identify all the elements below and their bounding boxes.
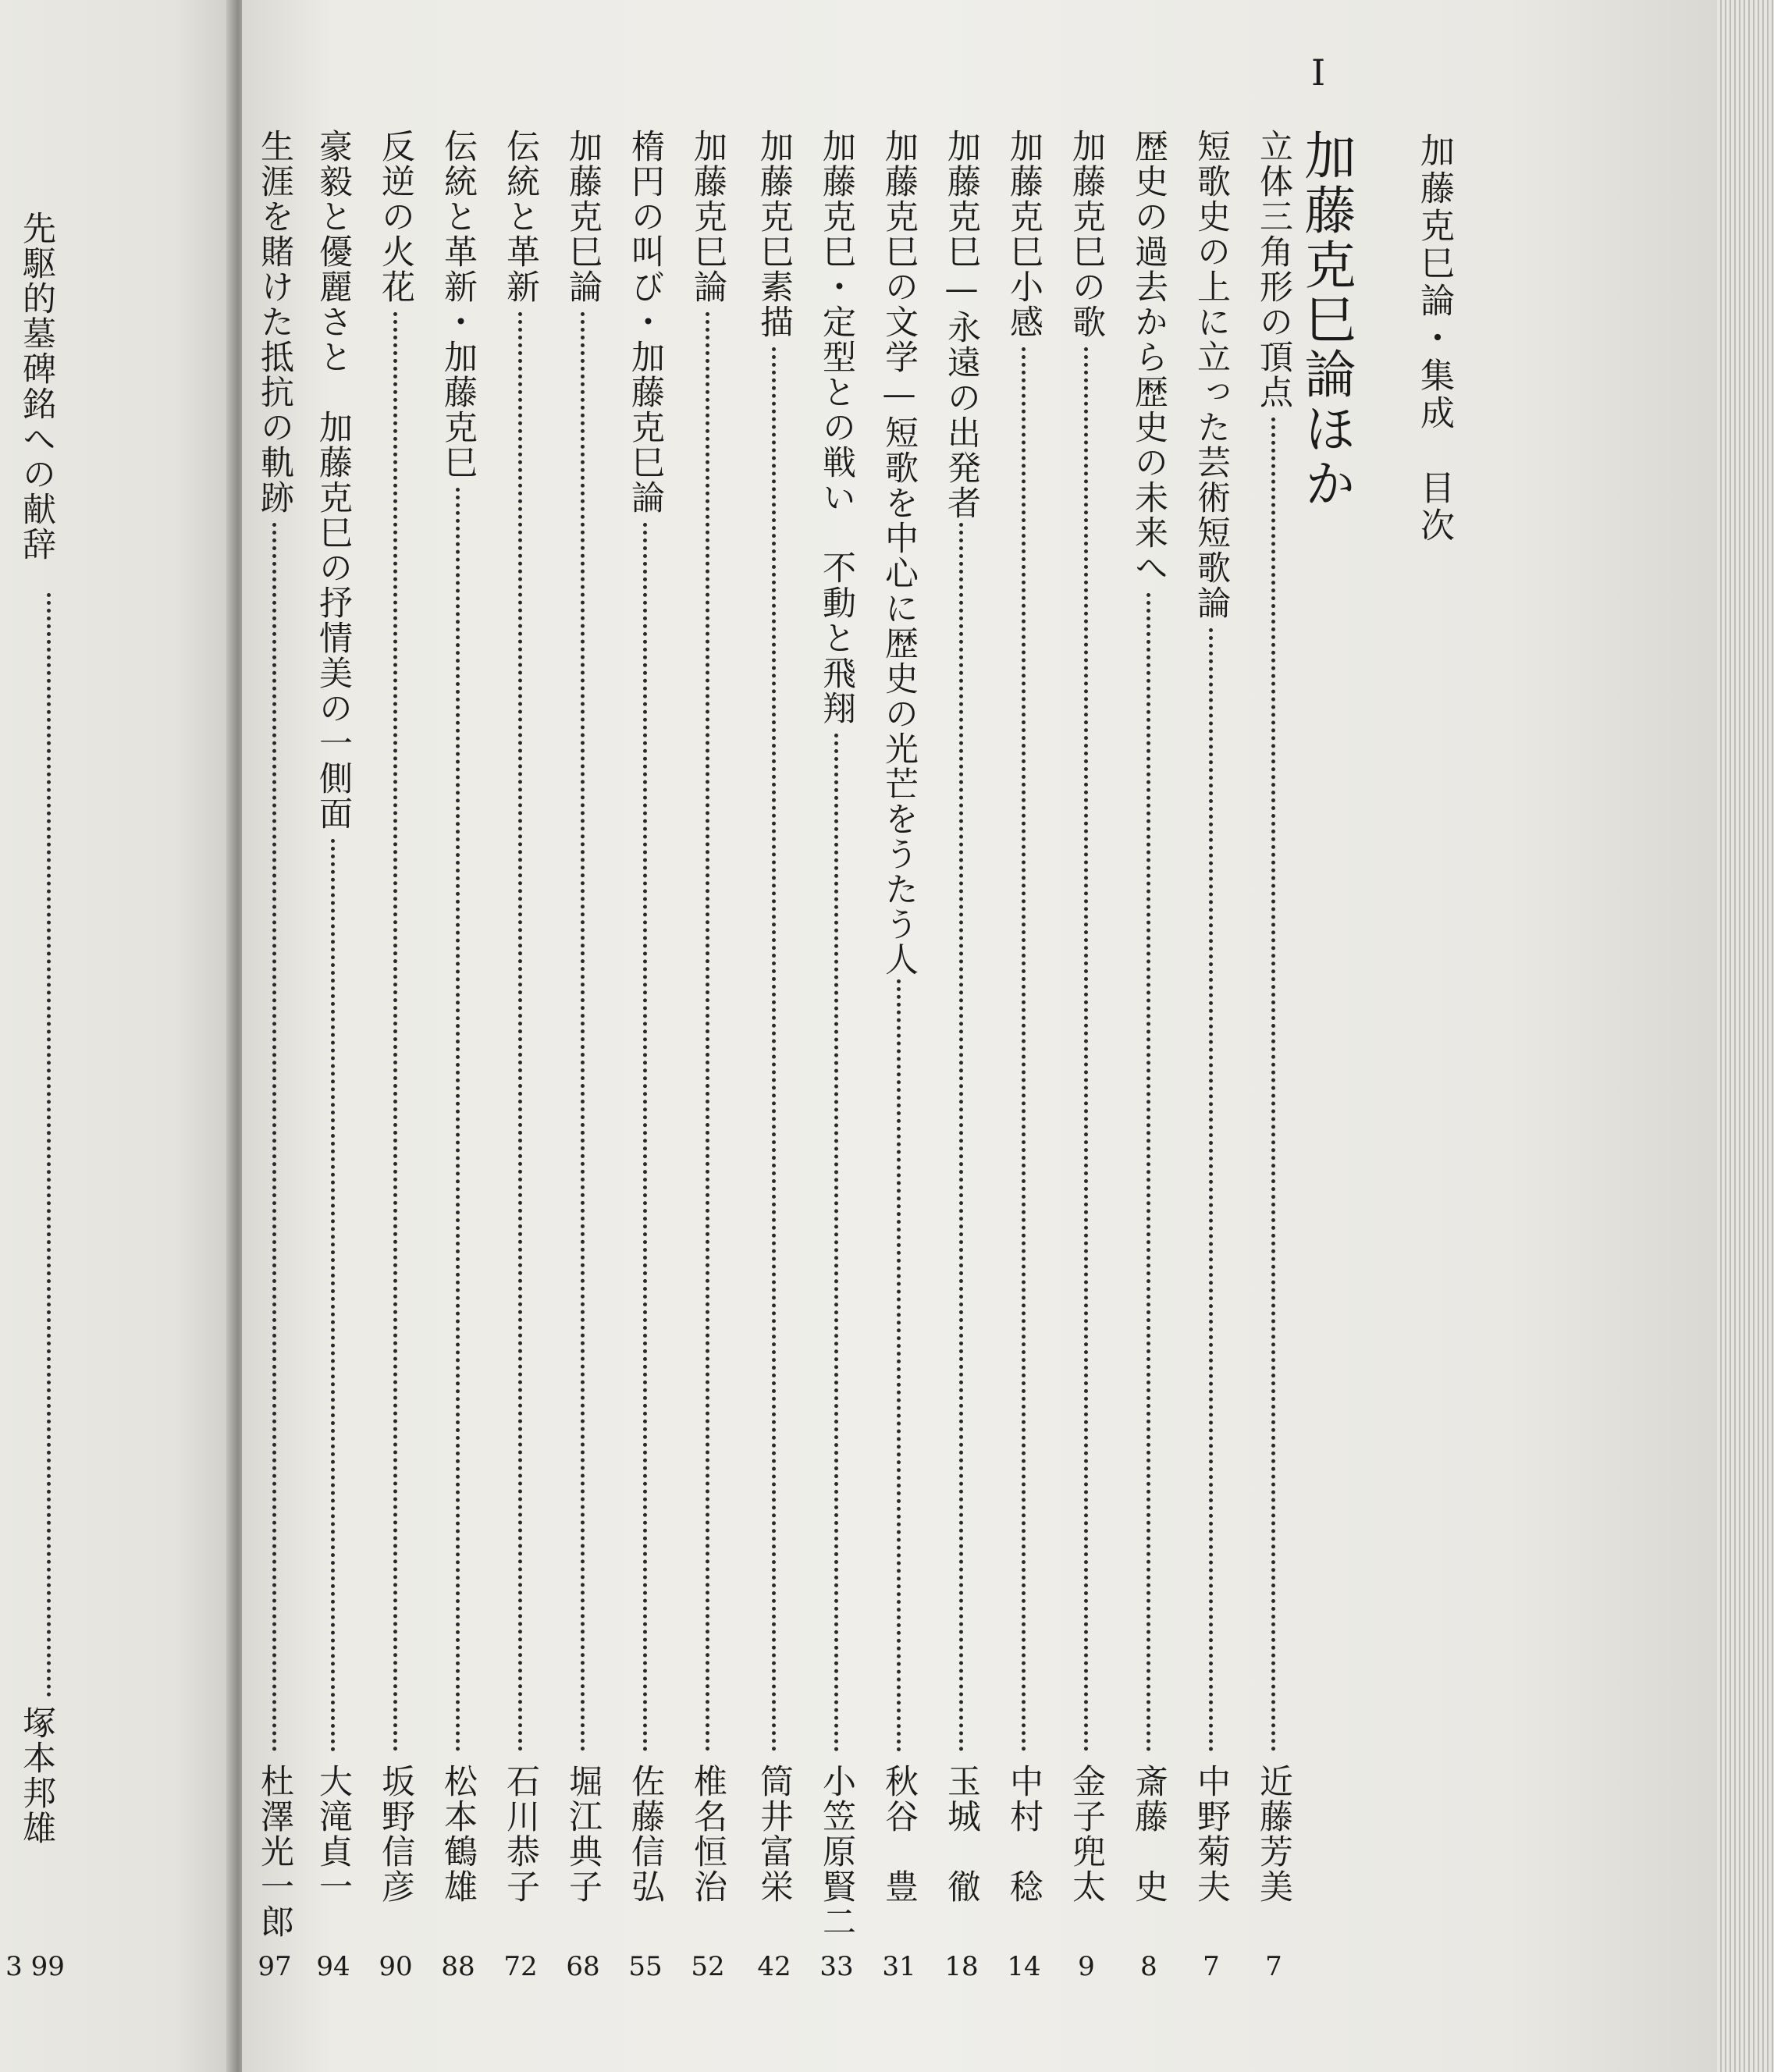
- toc-entry-page: 94: [316, 1951, 350, 1982]
- leader-dots: [1209, 628, 1213, 1752]
- toc-entry-page: 68: [566, 1951, 600, 1982]
- toc-entry-author: 玉城 徹: [942, 1764, 981, 1904]
- toc-entry-title: 加藤克巳—永遠の出発者: [942, 129, 981, 521]
- toc-entry-page: 7: [1265, 1951, 1282, 1982]
- toc-entry-page: 52: [691, 1951, 725, 1982]
- toc-entry-title: 反逆の火花: [376, 129, 415, 304]
- leader-dots: [47, 593, 51, 1697]
- page-edges: [1717, 0, 1774, 2072]
- toc-entry-page: 90: [379, 1951, 413, 1982]
- leader-dots: [643, 523, 647, 1752]
- toc-entry-author: 大滝貞一: [314, 1764, 353, 1904]
- toc-entry-author: 佐藤信弘: [626, 1764, 665, 1904]
- leader-dots: [1147, 593, 1150, 1752]
- toc-entry-author: 椎名恒治: [688, 1764, 727, 1904]
- left-entry-page: 3 99: [5, 1951, 65, 1982]
- toc-entry-author: 小笠原賢二: [817, 1764, 856, 1939]
- toc-entry-title: 伝統と革新・加藤克巳: [439, 129, 478, 480]
- leader-dots: [456, 488, 460, 1752]
- section-numeral: I: [1311, 52, 1326, 94]
- toc-entry-page: 42: [757, 1951, 791, 1982]
- leader-dots: [581, 312, 585, 1752]
- toc-entry-title: 加藤克巳論: [563, 129, 603, 304]
- toc-entry-author: 金子兜太: [1067, 1764, 1106, 1904]
- toc-entry-page: 97: [258, 1951, 292, 1982]
- toc-entry-title: 伝統と革新: [501, 129, 540, 304]
- toc-entry-page: 9: [1078, 1951, 1095, 1982]
- leader-dots: [1084, 347, 1088, 1752]
- toc-entry-author: 堀江典子: [563, 1764, 603, 1904]
- toc-entry-author: 筒井富栄: [755, 1764, 794, 1904]
- toc-entry-page: 55: [628, 1951, 663, 1982]
- leader-dots: [331, 839, 335, 1752]
- toc-entry-page: 88: [441, 1951, 475, 1982]
- toc-entry-title: 豪毅と優麗さと 加藤克巳の抒情美の一側面: [314, 129, 353, 831]
- toc-entry-author: 杜澤光一郎: [255, 1764, 294, 1939]
- book-title: 加藤克巳論・集成 目次: [1414, 133, 1454, 545]
- toc-entry-author: 中野菊夫: [1192, 1764, 1231, 1904]
- toc-entry-title: 加藤克巳の歌: [1067, 129, 1106, 339]
- left-entry-title: 先駆的墓碑銘への献辞: [17, 211, 56, 562]
- left-entry-author: 塚本邦雄: [17, 1705, 56, 1846]
- toc-entry-page: 31: [882, 1951, 916, 1982]
- leader-dots: [897, 979, 901, 1752]
- toc-entry-page: 33: [819, 1951, 854, 1982]
- toc-entry-title: 歴史の過去から歴史の未来へ: [1129, 129, 1168, 585]
- leader-dots: [706, 312, 709, 1752]
- toc-entry-title: 立体三角形の頂点: [1254, 129, 1293, 410]
- toc-entry-page: 72: [503, 1951, 538, 1982]
- leader-dots: [772, 347, 776, 1752]
- leader-dots: [272, 523, 276, 1752]
- toc-entry-author: 近藤芳美: [1254, 1764, 1293, 1904]
- leader-dots: [518, 312, 522, 1752]
- toc-entry-title: 楕円の叫び・加藤克巳論: [626, 129, 665, 515]
- toc-entry-author: 松本鶴雄: [439, 1764, 478, 1904]
- toc-entry-page: 18: [944, 1951, 979, 1982]
- toc-entry-title: 加藤克巳の文学—短歌を中心に歴史の光芒をうたう人: [880, 129, 919, 977]
- toc-entry-author: 石川恭子: [501, 1764, 540, 1904]
- toc-entry-page: 7: [1203, 1951, 1220, 1982]
- toc-entry-title: 生涯を賭けた抵抗の軌跡: [255, 129, 294, 515]
- leader-dots: [834, 734, 838, 1752]
- toc-entry-author: 中村 稔: [1004, 1764, 1043, 1904]
- leader-dots: [959, 523, 963, 1752]
- section-title: 加藤克巳論ほか: [1296, 129, 1356, 511]
- toc-entry-author: 斎藤 史: [1129, 1764, 1168, 1904]
- toc-entry-page: 8: [1140, 1951, 1157, 1982]
- toc-entry-author: 秋谷 豊: [880, 1764, 919, 1904]
- toc-entry-title: 加藤克巳素描: [755, 129, 794, 339]
- toc-entry-page: 14: [1007, 1951, 1041, 1982]
- toc-entry-author: 坂野信彦: [376, 1764, 415, 1904]
- leader-dots: [1022, 347, 1026, 1752]
- toc-entry-title: 加藤克巳論: [688, 129, 727, 304]
- toc-entry-title: 短歌史の上に立った芸術短歌論: [1192, 129, 1231, 620]
- leader-dots: [1271, 418, 1275, 1752]
- leader-dots: [393, 312, 397, 1752]
- toc-entry-title: 加藤克巳・定型との戦い 不動と飛翔: [817, 129, 856, 726]
- toc-entry-title: 加藤克巳小感: [1004, 129, 1043, 339]
- left-page: [0, 0, 234, 2072]
